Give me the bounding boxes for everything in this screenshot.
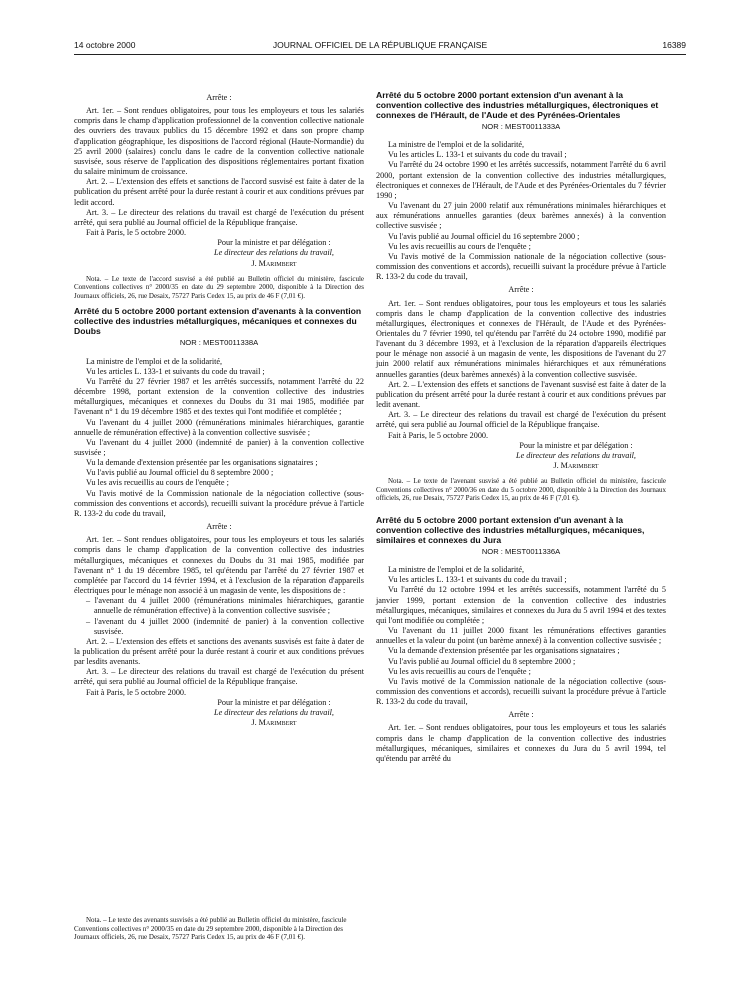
right-column [376, 84, 666, 764]
article-3: Art. 3. – Le directeur des relations du travail est chargé de l'exécution du présent arrêté, qui sera publié au Journal officiel de la République française. [74, 667, 364, 687]
visa: Vu l'avis motivé de la Commission nationale de la négociation collective (sous-commission des conventions et accords), recueilli suivant la procédure prévue à l'article R. 133-2 du code du travail, [74, 488, 364, 518]
visa: Vu la demande d'extension présentée par les organisations signataires ; [86, 458, 318, 468]
visa: Vu l'arrêté du 27 février 1987 et les arrêtés successifs, notamment l'arrêté du 22 décembre 1998, portant extension de la convention collective des industries métallurgiques, mécaniques et connexes du Doubs du 31 mai 1985, modifiée par l'avenant n° 1 du 19 décembre 1985 et des textes qui l'ont modifiée et complétée ; [74, 376, 364, 417]
visa: La ministre de l'emploi et de la solidarité, [388, 140, 525, 150]
visa: Vu l'arrêté du 12 octobre 1994 et les arrêtés successifs, notamment l'arrêté du 5 janvier 1999, portant extension de la convention collective des industries métallurgiques, mécaniques, similaires et connexes du Jura du 5 avril 1994 et des textes qui l'ont modifiée ou complétée ; [376, 585, 666, 625]
visa: Vu l'avenant du 4 juillet 2000 (rémunérations minimales hiérarchiques, garantie annuelle de rémunération effective) à la convention collective susvisée ; [74, 417, 364, 437]
visa: La ministre de l'emploi et de la solidarité, [388, 565, 525, 575]
arrete-heading: Arrête : [206, 522, 232, 532]
arrete-heading: Arrête : [508, 285, 534, 295]
nota: Nota. – Le texte de l'avenant susvisé a été publié au Bulletin officiel du ministère, fascicule Conventions collectives n° 2000/36 en date du 5 octobre 2000, disponible à la Direction des Journaux officiels, 26, rue Desaix, 75727 Paris Cedex 15, au prix de 46 F (7,01 €). [376, 477, 666, 503]
signature-line-1: Pour la ministre et par délégation : [217, 238, 331, 248]
signature-date: Fait à Paris, le 5 octobre 2000. [388, 430, 489, 440]
visa: Vu les articles L. 133-1 et suivants du code du travail ; [86, 366, 265, 376]
article-2: Art. 2. – L'extension des effets et sanctions de l'avenant susvisé est faite à dater de la publication du présent arrêté pour la durée restant à courir et aux conditions prévues par ledit avenant. [376, 379, 666, 410]
signature-line-1: Pour la ministre et par délégation : [519, 440, 633, 450]
visa: Vu l'avenant du 11 juillet 2000 fixant les rémunérations effectives garanties annuelles et la valeur du point (un barème annexé) à la convention collective susvisée ; [376, 626, 666, 646]
article-1: Art. 1er. – Sont rendues obligatoires, pour tous les employeurs et tous les salariés compris dans le champ d'application de la convention collective des industries métallurgiques, mécaniques et connexes du Doubs du 31 mai 1985, modifiée par l'avenant n° 1 du 19 décembre 1985, tel qu'étendu par l'arrêté du 27 février 1987 et complétée par l'accord du 14 février 1994, et à l'exclusion de la réparation d'appareils électriques pour le ménage non associé à un magasin de vente, les dispositions de : [74, 535, 364, 596]
article-1: Art. 1er. – Sont rendues obligatoires, pour tous les employeurs et tous les salariés compris dans le champ d'application professionnel de la convention collective nationale des ouvriers des travaux publics du 15 décembre 1992 et dans son propre champ d'application géographique, les dispositions de l'accord régional (Haute-Normandie) du 25 avril 2000 (salaires) conclu dans le cadre de la convention collective nationale susvisée, sous réserve de l'application des dispositions réglementaires portant fixation du salaire minimum de croissance. [74, 106, 364, 177]
article-1: Art. 1er. – Sont rendues obligatoires, pour tous les employeurs et tous les salariés compris dans le champ d'application de la convention collective des industries métallurgiques, électroniques et connexes de l'Hérault, de l'Aude et des Pyrénées-Orientales du 7 février 1990, tel qu'étendu par l'arrêté du 24 octobre 1990, modifié par l'avenant du 3 décembre 1993, et à l'exclusion de la réparation d'appareils électriques pour le ménage non associé à un magasin de vente, les dispositions de l'avenant du 27 juin 2000 relatif aux rémunérations minimales hiérarchiques et aux rémunérations annuelles garanties (deux barèmes annexés) à la convention collective susvisée. [376, 298, 666, 379]
header-title: JOURNAL OFFICIEL DE LA RÉPUBLIQUE FRANÇAISE [272, 40, 488, 50]
visa: Vu l'arrêté du 24 octobre 1990 et les arrêtés successifs, notamment l'arrêté du 6 avril 2000, portant extension de la convention collective des industries métallurgiques, électroniques et connexes de l'Hérault, de l'Aude et des Pyrénées-Orientales du 7 février 1990 ; [376, 160, 666, 200]
decree-title: Arrêté du 5 octobre 2000 portant extension d'avenants à la convention collective des industries métallurgiques, mécaniques et connexes du Doubs [74, 306, 362, 337]
list-item: – l'avenant du 4 juillet 2000 (rémunérations minimales hiérarchiques, garantie annuelle de rémunération effective) à la convention collective susvisée ; [86, 596, 364, 616]
visa: Vu l'avenant du 27 juin 2000 relatif aux rémunérations minimales hiérarchiques et aux rémunérations annuelles garanties (deux barèmes annexés) à la convention collective susvisée ; [376, 201, 666, 231]
visa: Vu l'avis publié au Journal officiel du 8 septembre 2000 ; [86, 468, 274, 478]
visa: Vu l'avis motivé de la Commission nationale de la négociation collective (sous-commission des conventions et accords), recueilli suivant la procédure prévue à l'article R. 133-2 du code du travail, [376, 676, 666, 707]
signature-block [486, 441, 666, 471]
article-3: Art. 3. – Le directeur des relations du travail est chargé de l'exécution du présent arrêté, qui sera publié au Journal officiel de la République française. [376, 410, 666, 430]
article-1: Art. 1er. – Sont rendues obligatoires, pour tous les employeurs et tous les salariés compris dans le champ d'application de la convention collective des industries métallurgiques, mécaniques, similaires et connexes du Jura du 5 avril 1994, tel qu'étendu par arrêté du [376, 723, 666, 763]
footnote-area [74, 910, 364, 942]
page-header [74, 40, 686, 55]
decree-title: Arrêté du 5 octobre 2000 portant extension d'un avenant à la convention collective des industries métallurgiques, mécaniques, similaires et connexes du Jura [376, 514, 645, 545]
header-date: 14 octobre 2000 [74, 40, 136, 50]
signature-date: Fait à Paris, le 5 octobre 2000. [86, 228, 187, 238]
signature-name: J. Marimbert [553, 461, 599, 470]
nor-reference: NOR : MEST0011333A [481, 122, 561, 131]
signature-block [184, 698, 364, 728]
signature-line-1: Pour la ministre et par délégation : [217, 697, 331, 707]
arrete-heading: Arrête : [206, 93, 232, 102]
arrete-heading: Arrête : [508, 710, 534, 720]
signature-name: J. Marimbert [251, 258, 297, 268]
header-page-number: 16389 [662, 40, 686, 50]
nota: Nota. – Le texte des avenants susvisés a été publié au Bulletin officiel du ministère, fascicule Conventions collectives n° 2000/35 en date du 29 septembre 2000, disponible à la Direction des Journaux officiels, 26, rue Desaix, 75727 Paris Cedex 15, au prix de 46 F (7,01 €). [74, 916, 347, 942]
article-2: Art. 2. – L'extension des effets et sanctions de l'accord susvisé est faite à dater de la publication du présent arrêté pour la durée restant à courir et aux conditions prévues par ledit accord. [74, 177, 364, 207]
visa: Vu les avis recueillis au cours de l'enquête ; [388, 666, 531, 676]
visa: Vu les articles L. 133-1 et suivants du code du travail ; [388, 150, 567, 160]
provisions-list [74, 596, 364, 637]
visa: Vu l'avis publié au Journal officiel du 16 septembre 2000 ; [388, 231, 580, 241]
left-column [74, 90, 364, 728]
signature-line-2: Le directeur des relations du travail, [214, 707, 334, 717]
signature-line-2: Le directeur des relations du travail, [516, 450, 636, 460]
visa: Vu la demande d'extension présentée par les organisations signataires ; [388, 646, 620, 656]
visa: La ministre de l'emploi et de la solidarité, [86, 356, 223, 366]
article-3: Art. 3. – Le directeur des relations du travail est chargé de l'exécution du présent arrêté, qui sera publié au Journal officiel de la République française. [74, 207, 364, 227]
signature-block [184, 238, 364, 268]
visa: Vu les avis recueillis au cours de l'enquête ; [86, 478, 229, 488]
signature-date: Fait à Paris, le 5 octobre 2000. [86, 687, 187, 697]
nota: Nota. – Le texte de l'accord susvisé a été publié au Bulletin officiel du ministère, fascicule Conventions collectives n° 2000/35 en date du 29 septembre 2000, disponible à la Direction des Journaux officiels, 26, rue Desaix, 75727 Paris Cedex 15, au prix de 46 F (7,01 €). [74, 274, 364, 300]
signature-name: J. Marimbert [251, 718, 297, 728]
decree-title: Arrêté du 5 octobre 2000 portant extension d'un avenant à la convention collective des industries métallurgiques, électroniques et connexes de l'Hérault, de l'Aude et des Pyrénées-Orientales [376, 90, 659, 120]
signature-line-2: Le directeur des relations du travail, [214, 248, 334, 258]
visa: Vu les articles L. 133-1 et suivants du code du travail ; [388, 575, 567, 585]
visa: Vu les avis recueillis au cours de l'enquête ; [388, 241, 531, 251]
nor-reference: NOR : MEST0011338A [179, 338, 259, 348]
visa: Vu l'avenant du 4 juillet 2000 (indemnité de panier) à la convention collective susvisée ; [74, 437, 364, 457]
visa: Vu l'avis motivé de la Commission nationale de la négociation collective (sous-commission des conventions et accords), recueilli suivant la procédure prévue à l'article R. 133-2 du code du travail, [376, 251, 666, 282]
article-2: Art. 2. – L'extension des effets et sanctions des avenants susvisés est faite à dater de la publication du présent arrêté pour la durée restant à courir et aux conditions prévues par lesdits avenants. [74, 636, 364, 667]
nor-reference: NOR : MEST0011336A [481, 546, 561, 556]
visa: Vu l'avis publié au Journal officiel du 8 septembre 2000 ; [388, 656, 576, 666]
list-item: – l'avenant du 4 juillet 2000 (indemnité de panier) à la convention collective susvisée. [86, 616, 364, 636]
